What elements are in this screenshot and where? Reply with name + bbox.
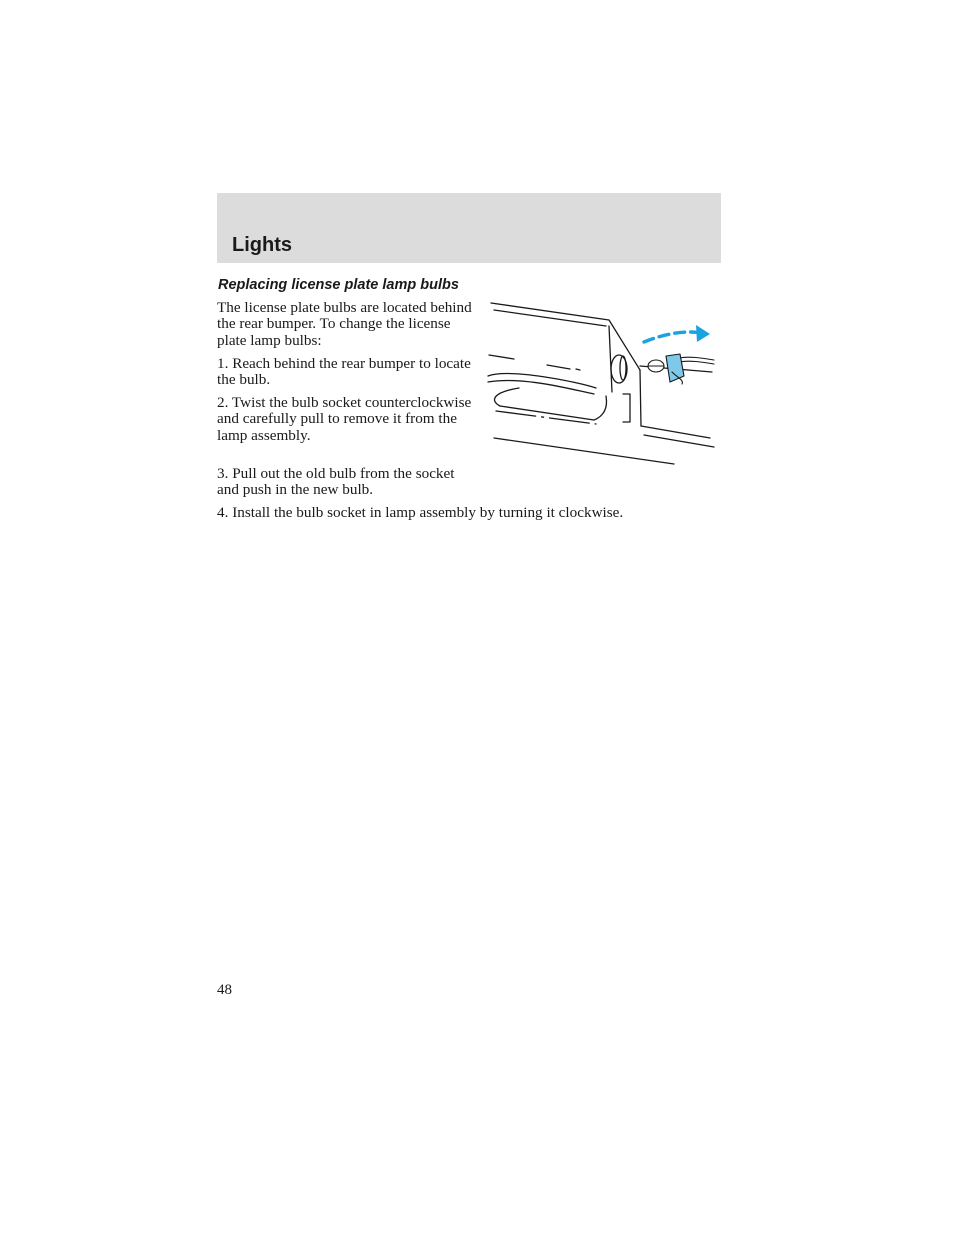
section-header-band	[217, 193, 721, 263]
license-plate-lamp-bulb-removal-illustration	[484, 298, 720, 470]
step-3: 3. Pull out the old bulb from the socket and push in the new bulb.	[217, 465, 455, 499]
step-4: 4. Install the bulb socket in lamp assembly by turning it clockwise.	[217, 504, 624, 521]
step-1: 1. Reach behind the rear bumper to locate the bulb.	[217, 355, 471, 389]
section-title: Lights	[232, 234, 292, 256]
step-2: 2. Twist the bulb socket counterclockwise and carefully pull to remove it from the lamp assembly.	[217, 394, 472, 444]
subheading: Replacing license plate lamp bulbs	[218, 277, 459, 293]
intro-paragraph: The license plate bulbs are located behind the rear bumper. To change the license plate lamp bulbs:	[217, 299, 472, 349]
page-number: 48	[217, 982, 232, 998]
